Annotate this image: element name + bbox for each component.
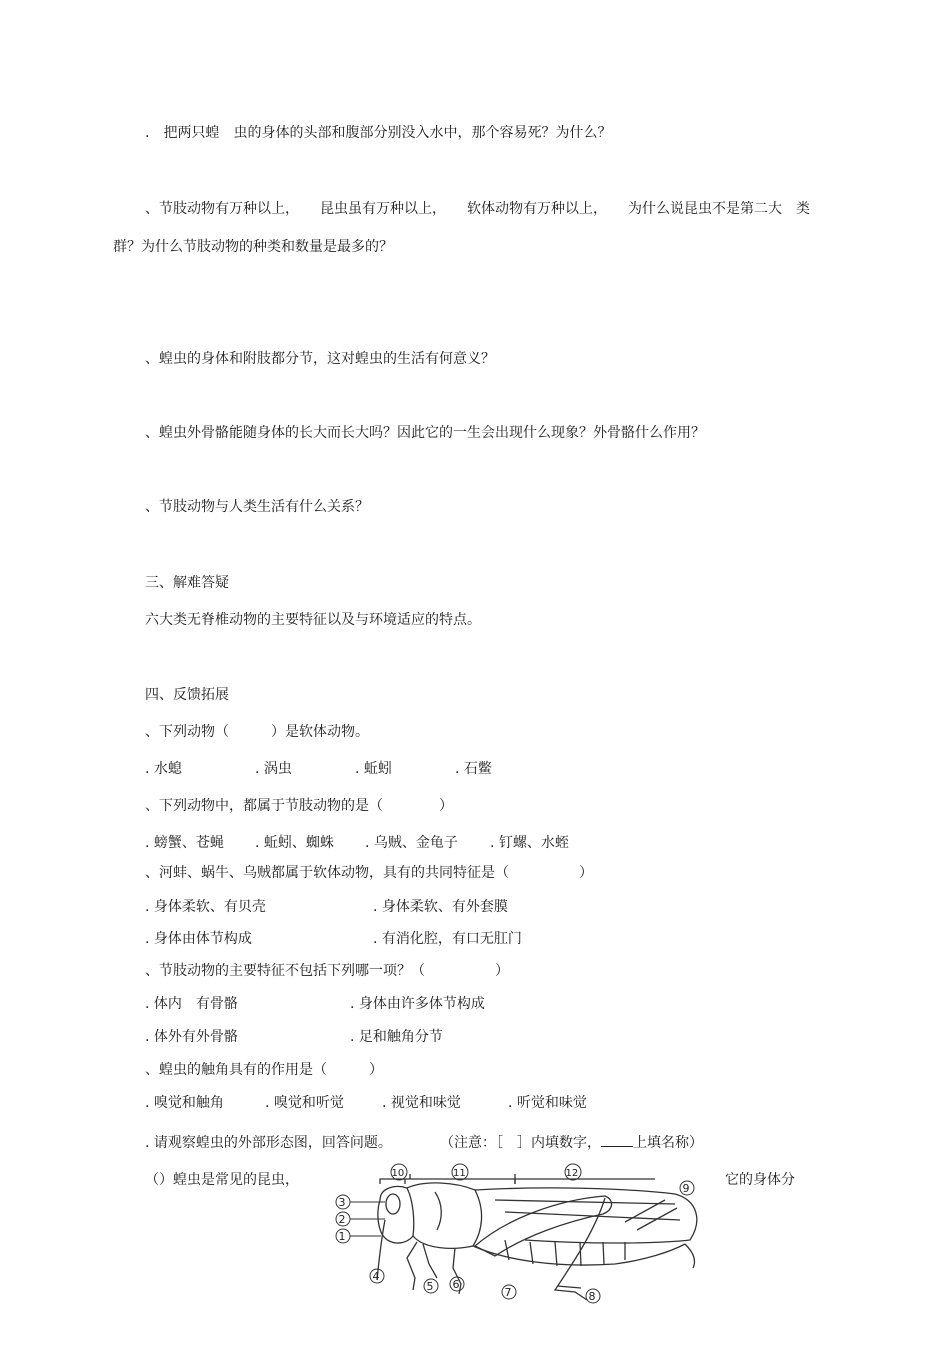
answer-blank xyxy=(601,1134,633,1147)
mc4-option-c: . 体外有外骨骼 xyxy=(145,1029,238,1045)
question-5: 、节肢动物与人类生活有什么关系？ xyxy=(145,499,369,515)
label-1: 1 xyxy=(338,1230,346,1243)
q6-note-pre: （注意：［ ］内填数字， xyxy=(440,1135,601,1151)
section-3-heading: 三、解难答疑 xyxy=(145,575,229,591)
section-3-text: 六大类无脊椎动物的主要特征以及与环境适应的特点。 xyxy=(145,612,481,628)
label-5: 5 xyxy=(426,1280,434,1293)
mc3-option-c: . 身体由体节构成 xyxy=(145,931,252,947)
question-4: 、蝗虫外骨骼能随身体的长大而长大吗？因此它的一生会出现什么现象？外骨骼什么作用？ xyxy=(145,425,705,441)
label-9: 9 xyxy=(682,1182,690,1195)
mc1-option-c: . 蚯蚓 xyxy=(355,761,392,777)
label-11: 11 xyxy=(453,1168,466,1179)
mc2-option-c: . 乌贼、金龟子 xyxy=(365,835,458,851)
mc2-option-b: . 蚯蚓、蜘蛛 xyxy=(255,835,334,851)
mc2-stem: 、下列动物中，都属于节肢动物的是（ ） xyxy=(145,798,453,814)
question-1: . 把两只蝗 虫的身体的头部和腹部分别没入水中，那个容易死？为什么？ xyxy=(145,125,612,141)
question-2-line-2: 群？为什么节肢动物的种类和数量是最多的？ xyxy=(113,239,393,255)
question-3: 、蝗虫的身体和附肢都分节，这对蝗虫的生活有何意义？ xyxy=(145,351,495,367)
mc5-option-b: . 嗅觉和听觉 xyxy=(265,1095,344,1111)
mc1-stem: 、下列动物（ ）是软体动物。 xyxy=(145,724,369,740)
q6-note-post: 上填名称） xyxy=(633,1135,703,1151)
mc5-option-d: . 听觉和味觉 xyxy=(508,1095,587,1111)
mc4-stem: 、节肢动物的主要特征不包括下列哪一项？（ ） xyxy=(145,963,509,979)
mc5-option-a: . 嗅觉和触角 xyxy=(145,1095,224,1111)
q6-sub1-right: 它的身体分 xyxy=(725,1172,795,1188)
mc4-option-a: . 体内 有骨骼 xyxy=(145,996,238,1012)
label-4: 4 xyxy=(372,1270,380,1283)
mc4-option-d: . 足和触角分节 xyxy=(350,1029,443,1045)
mc1-option-d: . 石鳖 xyxy=(455,761,492,777)
q6-stem: . 请观察蝗虫的外部形态图，回答问题。 xyxy=(145,1135,392,1151)
mc2-option-a: . 螃蟹、苍蝇 xyxy=(145,835,224,851)
label-3: 3 xyxy=(338,1196,346,1209)
mc5-option-c: . 视觉和味觉 xyxy=(382,1095,461,1111)
mc3-option-b: . 身体柔软、有外套膜 xyxy=(373,899,508,915)
mc5-stem: 、蝗虫的触角具有的作用是（ ） xyxy=(145,1062,383,1078)
mc3-option-d: . 有消化腔，有口无肛门 xyxy=(373,931,522,947)
question-2-line-1: 、节肢动物有万种以上， 昆虫虽有万种以上， 软体动物有万种以上， 为什么说昆虫不是第二大 类 xyxy=(145,201,810,217)
mc4-option-b: . 身体由许多体节构成 xyxy=(350,996,485,1012)
label-7: 7 xyxy=(504,1286,512,1299)
q6-sub1-left: （）蝗虫是常见的昆虫， xyxy=(145,1172,299,1188)
label-8: 8 xyxy=(588,1290,596,1303)
q6-note xyxy=(440,1134,703,1152)
mc1-option-a: . 水螅 xyxy=(145,761,182,777)
label-2: 2 xyxy=(338,1213,346,1226)
label-6: 6 xyxy=(452,1278,460,1291)
section-4-heading: 四、反馈拓展 xyxy=(145,687,229,703)
label-10: 10 xyxy=(391,1168,405,1179)
mc3-option-a: . 身体柔软、有贝壳 xyxy=(145,899,266,915)
grasshopper-diagram xyxy=(325,1160,715,1310)
mc2-option-d: . 钉螺、水蛭 xyxy=(490,835,569,851)
mc1-option-b: . 涡虫 xyxy=(255,761,292,777)
mc3-stem: 、河蚌、蜗牛、乌贼都属于软体动物，具有的共同特征是（ ） xyxy=(145,865,593,881)
label-12: 12 xyxy=(565,1168,579,1179)
